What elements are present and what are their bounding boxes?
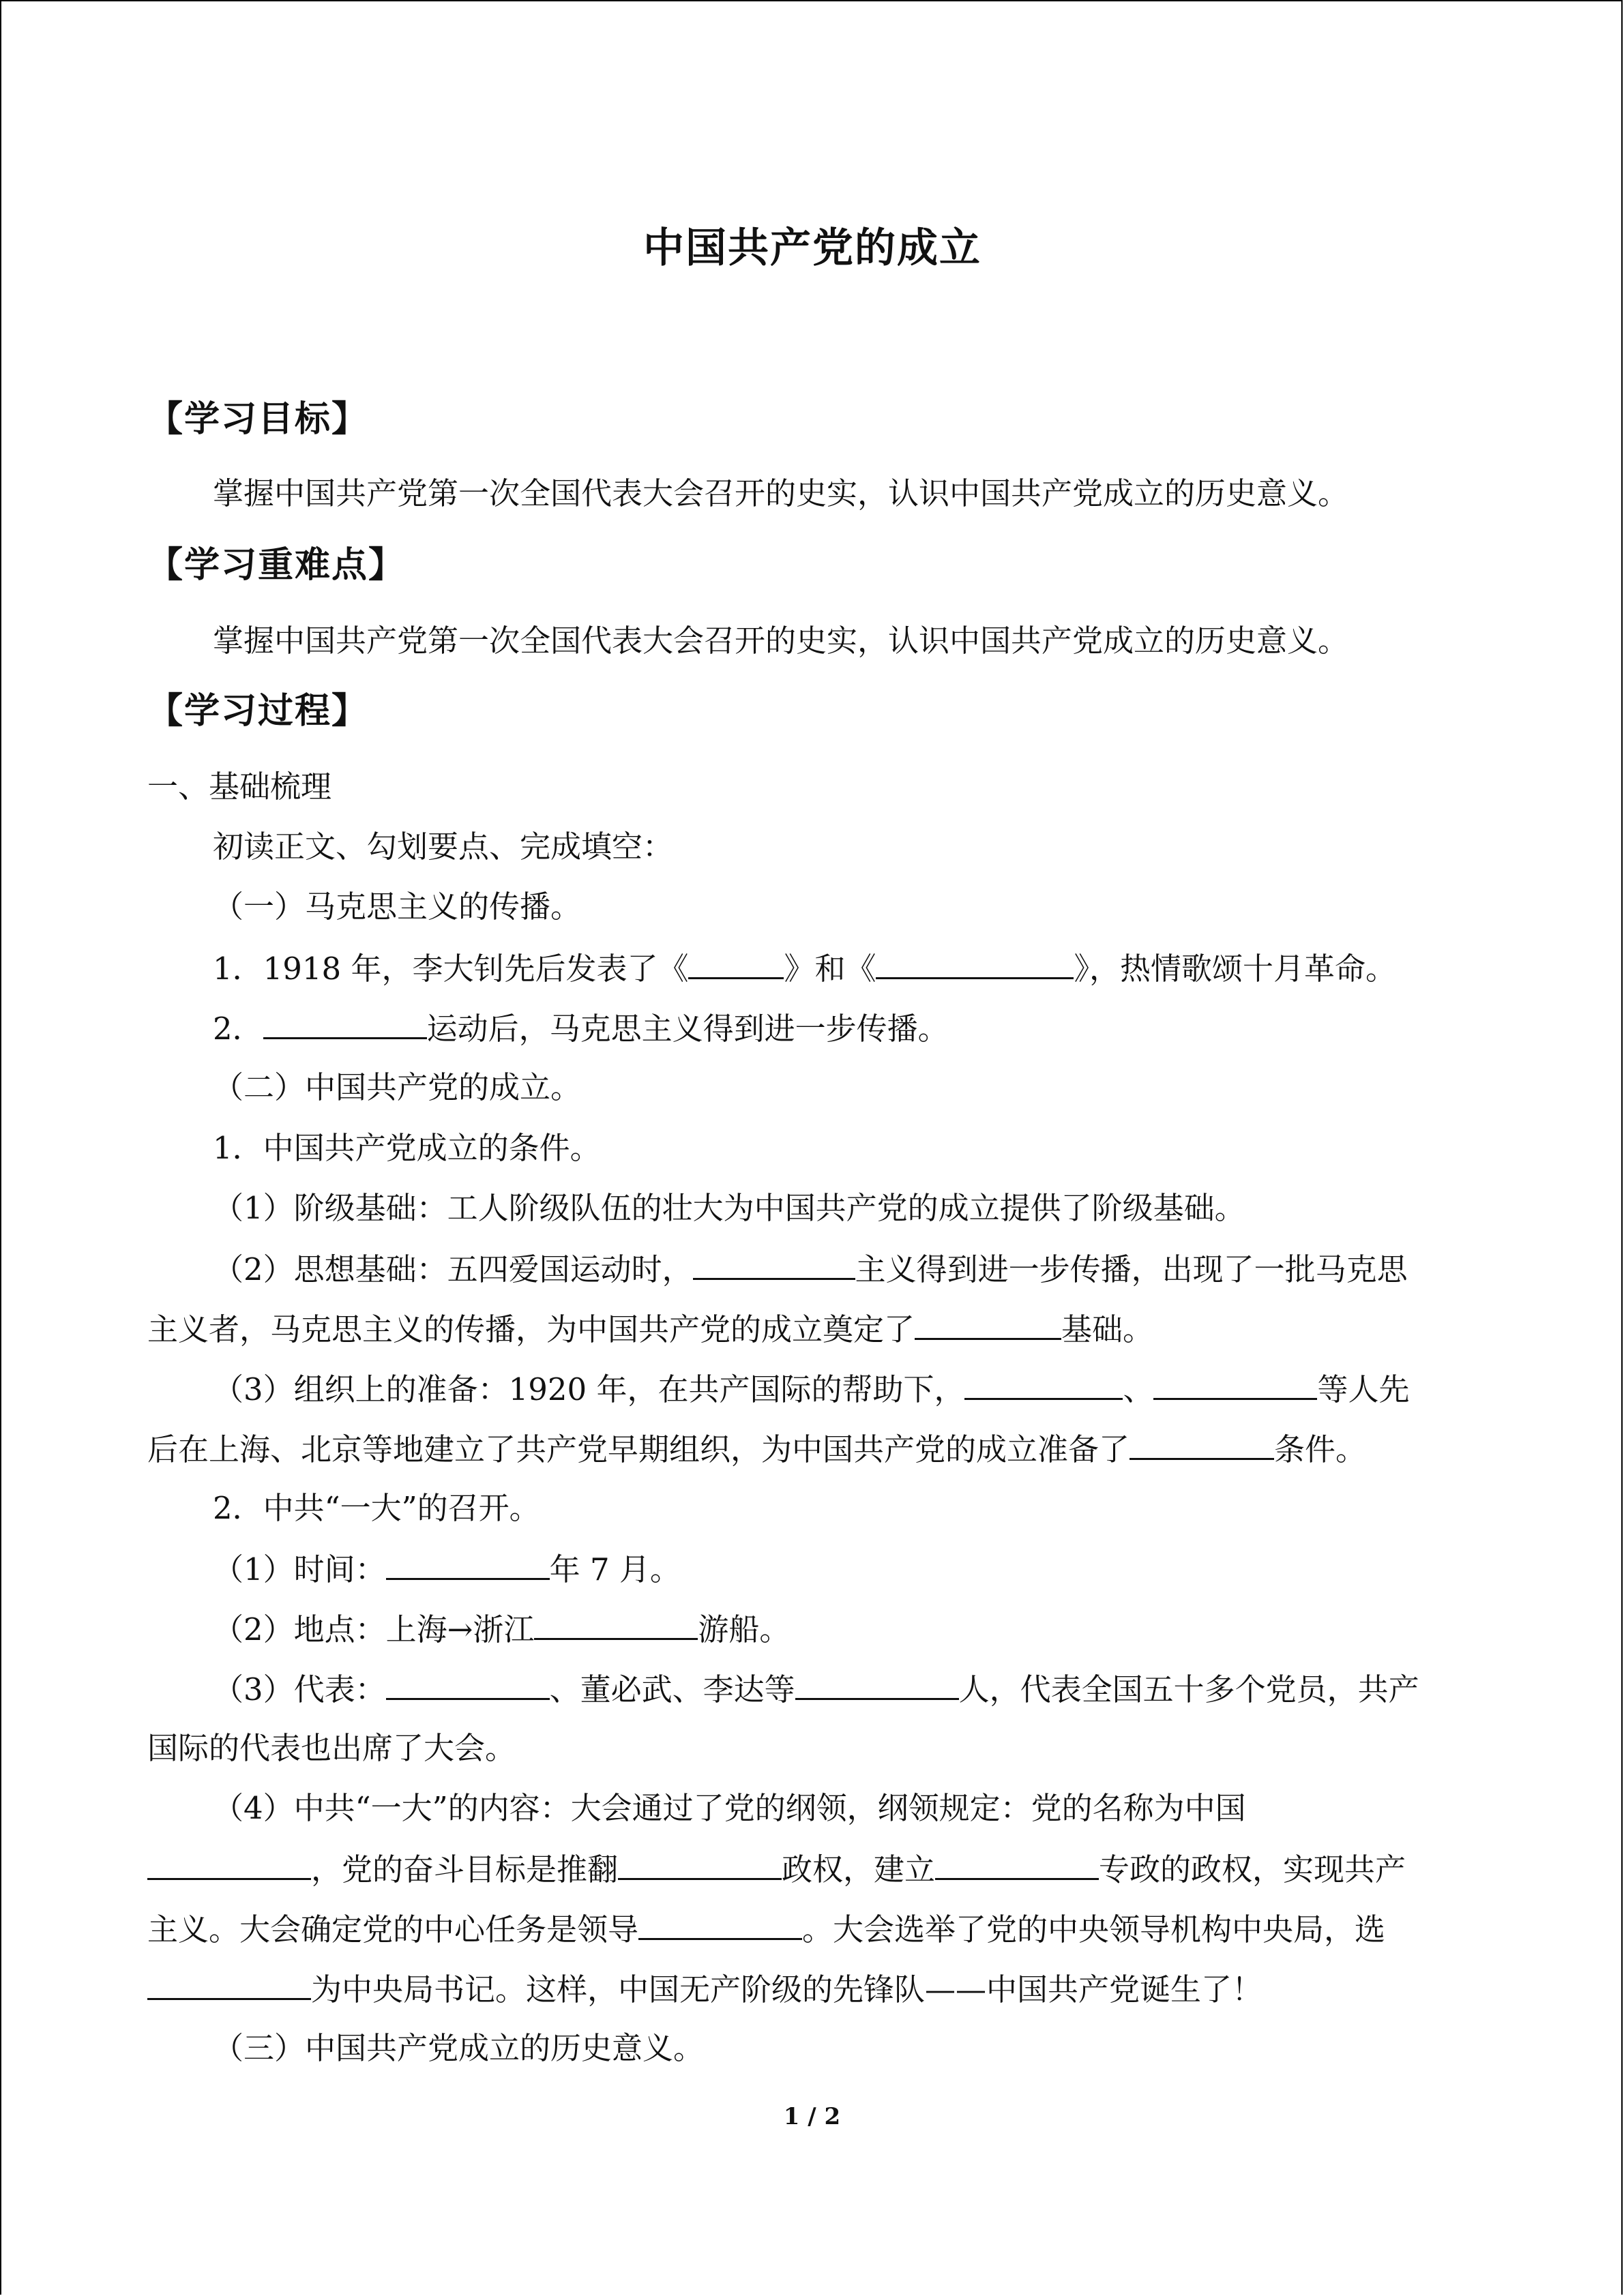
blank-founder-1[interactable] [964,1368,1123,1400]
goals-heading: 【学习目标】 [147,399,369,440]
goals-text: 掌握中国共产党第一次全国代表大会召开的史实，认识中国共产党成立的历史意义。 [213,475,1349,511]
blank-foundation[interactable] [915,1308,1061,1340]
text: ，党的奋斗目标是推翻 [311,1851,619,1888]
organization-line-2 [147,1428,1477,1470]
blank-article-1[interactable] [688,947,784,979]
ideology-basis-line-2 [147,1308,1477,1350]
process-heading: 【学习过程】 [147,691,369,732]
instruction-line: 初读正文、勾划要点、完成填空： [213,829,674,865]
text: 为中央局书记。这样，中国无产阶级的先锋队——中国共产党诞生了！ [311,1971,1263,2008]
blank-central-task[interactable] [638,1908,802,1940]
text: 、董必武、李达等 [549,1671,795,1708]
subsection-marxism: （一）马克思主义的传播。 [213,889,582,925]
text: 》，热情歌颂十月革命。 [1074,951,1396,987]
text: 等人先 [1317,1371,1410,1407]
text: （3）代表： [213,1671,386,1708]
blank-founder-2[interactable] [1153,1368,1317,1400]
text: 。大会选举了党的中央领导机构中央局，选 [802,1911,1386,1948]
text: 政权，建立 [782,1851,936,1888]
text: 主义得到进一步传播，出现了一批马克思 [855,1251,1408,1287]
text: 专政的政权，实现共产 [1099,1851,1406,1888]
text: 2． [213,1011,263,1047]
congress-delegates-line-2: 国际的代表也出席了大会。 [147,1730,516,1766]
question-1-line [147,947,1543,989]
text: 》和《 [784,951,876,987]
key-points-text: 掌握中国共产党第一次全国代表大会召开的史实，认识中国共产党成立的历史意义。 [213,623,1349,659]
text: 运动后，马克思主义得到进一步传播。 [426,1011,949,1047]
subsection-significance: （三）中国共产党成立的历史意义。 [213,2030,705,2066]
subsection-founding: （二）中国共产党的成立。 [213,1069,582,1105]
congress-delegates-line [147,1668,1543,1710]
ideology-basis-line [147,1248,1543,1290]
blank-delegate-count[interactable] [795,1668,959,1700]
blank-party-name[interactable] [147,1848,311,1880]
text: （2）地点：上海→浙江 [213,1611,535,1648]
page-title: 中国共产党的成立 [643,224,981,272]
blank-ideology[interactable] [693,1248,855,1280]
organization-line [147,1368,1543,1410]
blank-conditions[interactable] [1130,1428,1274,1460]
blank-secretary[interactable] [147,1968,311,2000]
text: 条件。 [1274,1431,1367,1467]
congress-place-line [147,1608,1543,1650]
congress-content-line-3 [147,1908,1477,1950]
congress-content-line: （4）中共“一大”的内容：大会通过了党的纲领，纲领规定：党的名称为中国 [213,1790,1246,1826]
text: （2）思想基础：五四爱国运动时， [213,1251,693,1287]
key-points-heading: 【学习重难点】 [147,545,406,586]
text: 主义者，马克思主义的传播，为中国共产党的成立奠定了 [147,1311,915,1347]
page-number: 1 / 2 [783,2103,841,2130]
blank-year[interactable] [386,1548,550,1580]
text: 年 7 月。 [549,1551,681,1587]
blank-dictatorship[interactable] [935,1848,1099,1880]
blank-movement[interactable] [263,1007,427,1039]
text: 、 [1123,1371,1154,1407]
blank-lake[interactable] [534,1608,698,1640]
text: 1．1918 年，李大钊先后发表了《 [213,951,689,987]
class-basis-line: （1）阶级基础：工人阶级队伍的壮大为中国共产党的成立提供了阶级基础。 [213,1190,1245,1226]
congress-heading: 2．中共“一大”的召开。 [213,1490,540,1526]
blank-overthrow[interactable] [618,1848,782,1880]
congress-time-line [147,1548,1543,1590]
text: 后在上海、北京等地建立了共产党早期组织，为中国共产党的成立准备了 [147,1431,1130,1467]
congress-content-line-4 [147,1968,1477,2010]
blank-delegate[interactable] [386,1668,550,1700]
congress-content-line-2 [147,1848,1477,1890]
conditions-heading: 1．中国共产党成立的条件。 [213,1130,601,1166]
part-basic-review: 一、基础梳理 [147,769,332,805]
text: 主义。大会确定党的中心任务是领导 [147,1911,639,1948]
text: （1）时间： [213,1551,386,1587]
text: 游船。 [698,1611,791,1648]
text: （3）组织上的准备：1920 年，在共产国际的帮助下， [213,1371,965,1407]
text: 基础。 [1061,1311,1154,1347]
question-2-line [147,1007,1543,1049]
blank-article-2[interactable] [876,947,1074,979]
text: 人，代表全国五十多个党员，共产 [958,1671,1419,1708]
